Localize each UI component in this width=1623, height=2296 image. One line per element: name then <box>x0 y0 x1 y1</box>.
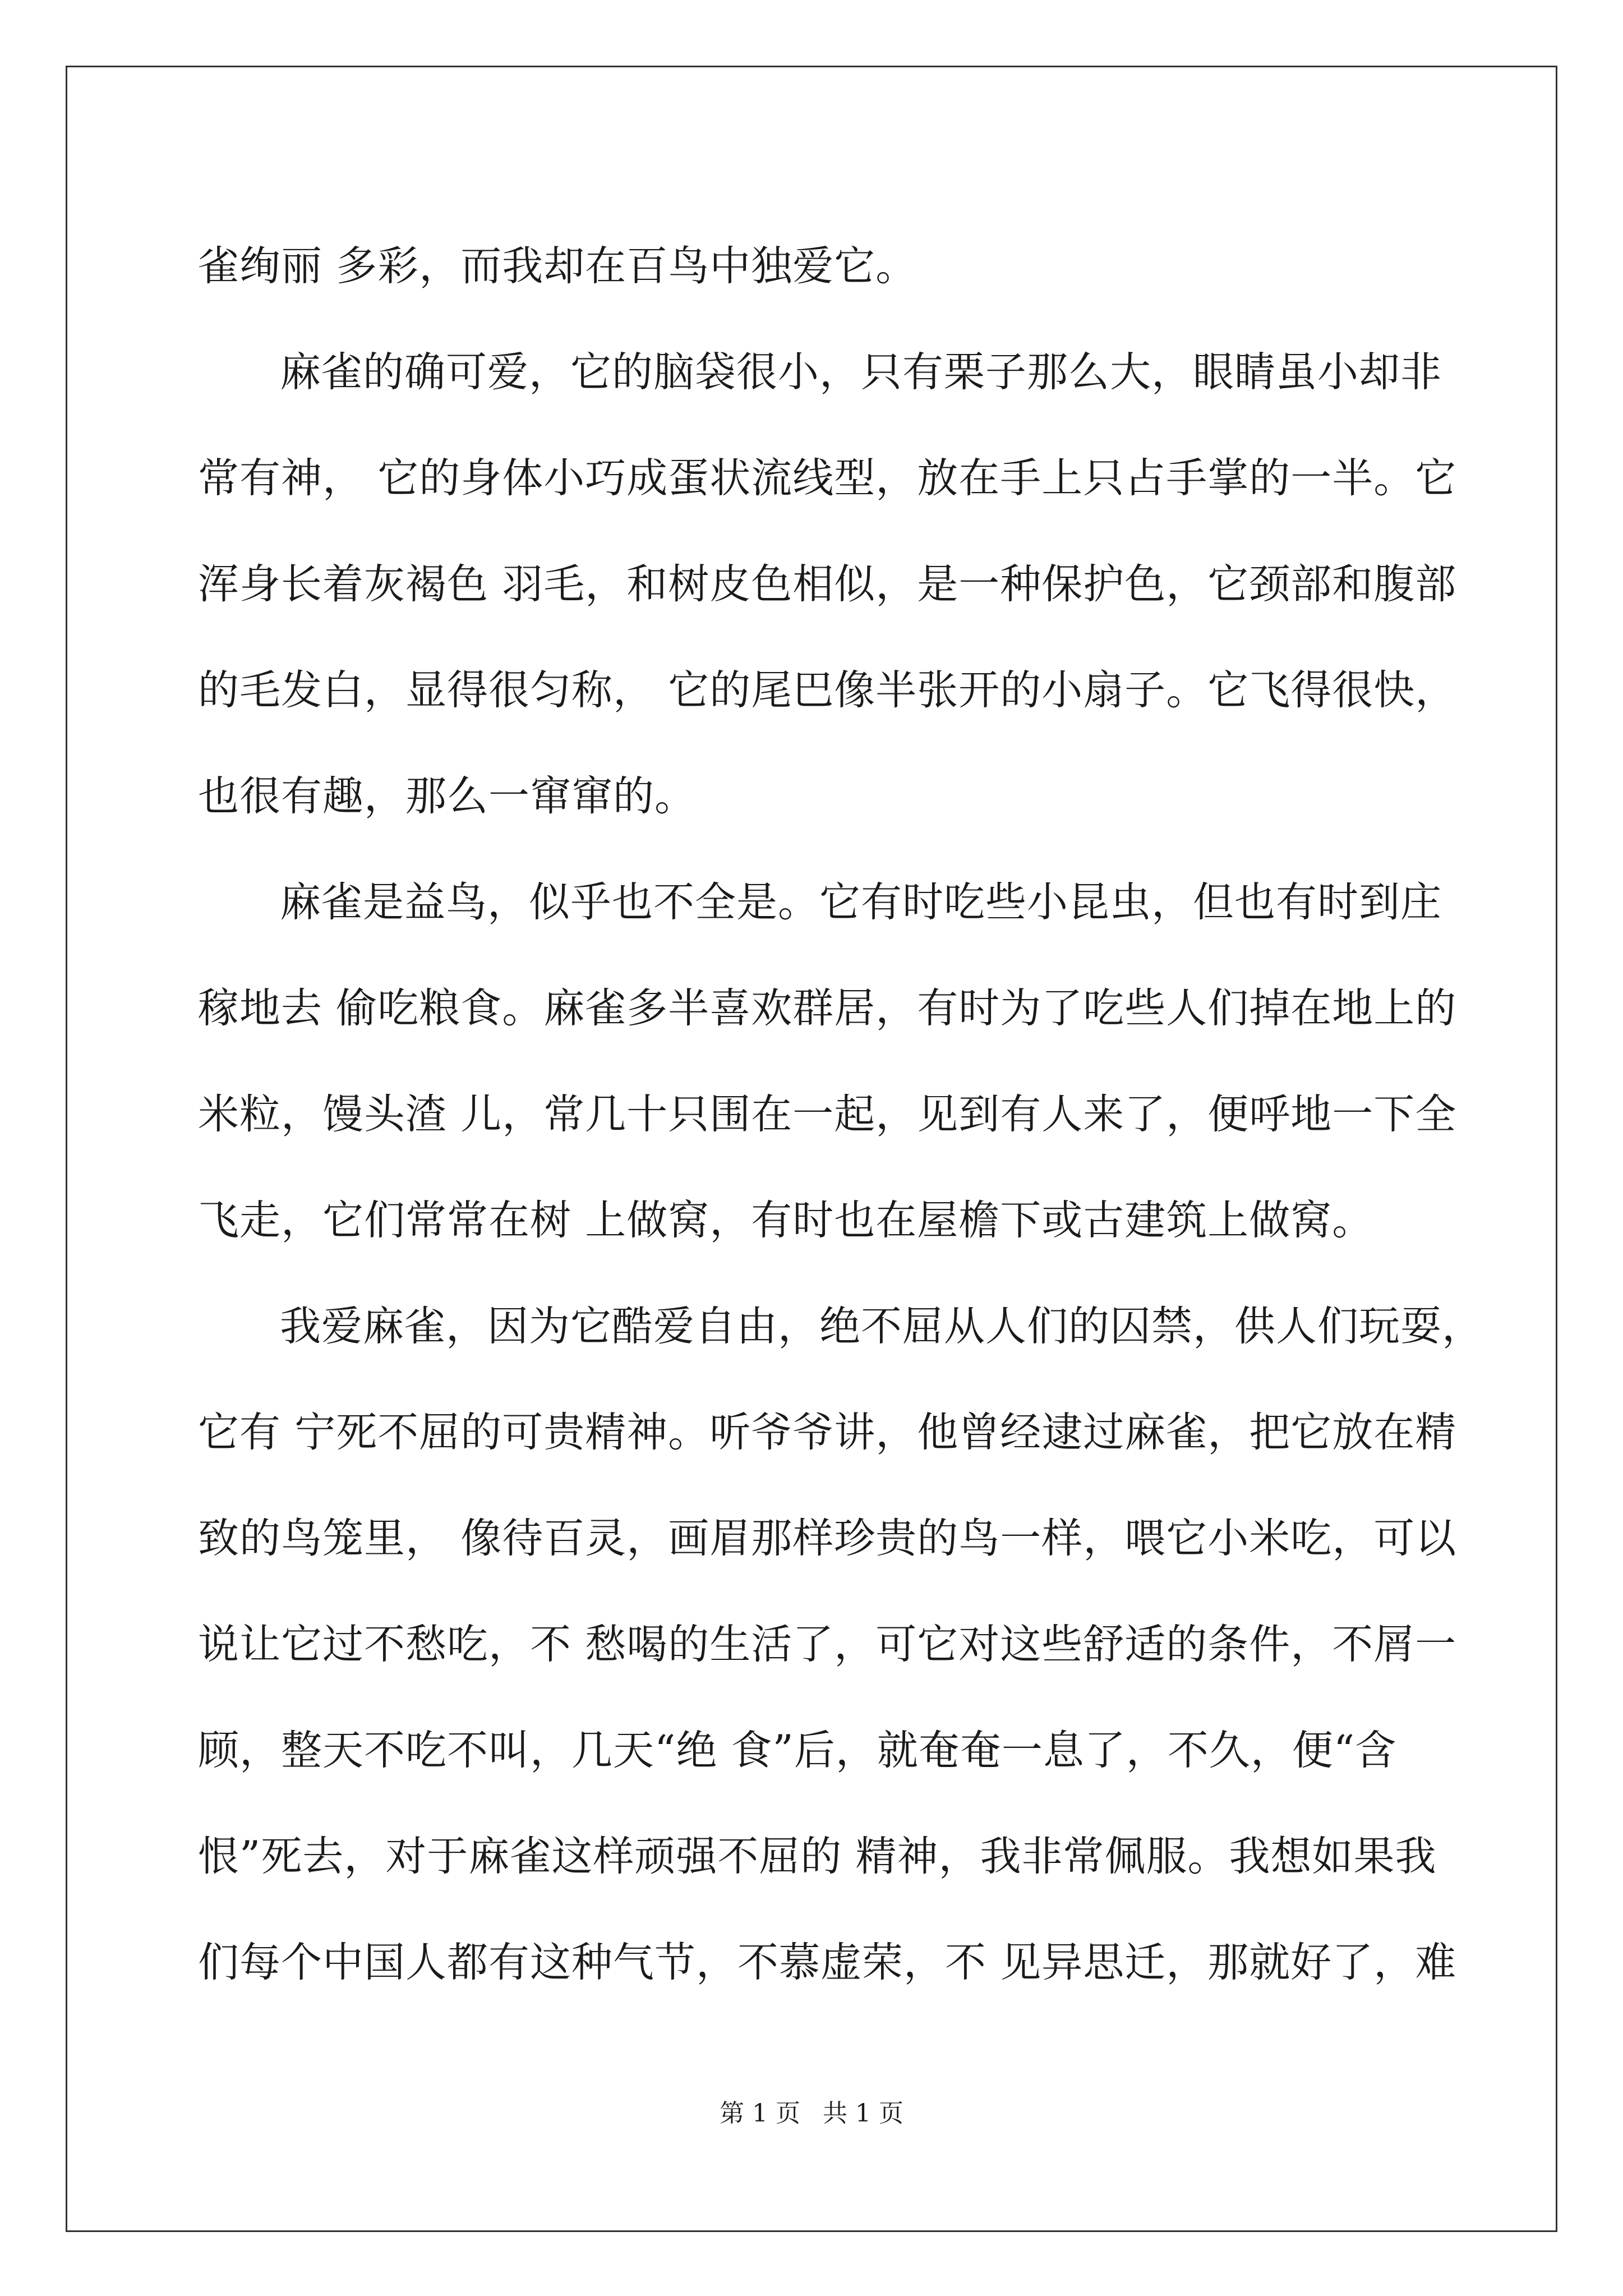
text-line: 浑身长着灰褐色 羽毛，和树皮色相似，是一种保护色，它颈部和腹部 <box>198 560 1457 608</box>
text-line: 麻雀是益鸟，似乎也不全是。它有时吃些小昆虫，但也有时到庄 <box>280 878 1442 926</box>
text-line: 雀绚丽 多彩，而我却在百鸟中独爱它。 <box>198 242 917 290</box>
text-line: 们每个中国人都有这种气节，不慕虚荣，不 见异思迁，那就好了，难 <box>198 1939 1457 1986</box>
document-body <box>198 213 1483 2016</box>
text-line: 也很有趣，那么一窜窜的。 <box>198 772 696 820</box>
text-line: 恨”死去，对于麻雀这样顽强不屈的 精神，我非常佩服。我想如果我 <box>198 1833 1437 1880</box>
text-line: 米粒，馒头渣 儿，常几十只围在一起，见到有人来了，便呼地一下全 <box>198 1091 1457 1138</box>
page-number-current: 第 1 页 <box>720 2099 800 2128</box>
text-line: 说让它过不愁吃，不 愁喝的生活了，可它对这些舒适的条件，不屑一 <box>198 1621 1457 1668</box>
text-line: 顾，整天不吃不叫，几天“绝 食”后，就奄奄一息了，不久，便“含 <box>198 1727 1397 1774</box>
text-line: 我爱麻雀，因为它酷爱自由，绝不屈从人们的囚禁，供人们玩耍， <box>280 1303 1483 1350</box>
text-line: 的毛发白，显得很匀称， 它的尾巴像半张开的小扇子。它飞得很快， <box>198 666 1457 714</box>
text-line: 它有 宁死不屈的可贵精神。听爷爷讲，他曾经逮过麻雀，把它放在精 <box>198 1409 1457 1456</box>
text-line: 稼地去 偷吃粮食。麻雀多半喜欢群居，有时为了吃些人们掉在地上的 <box>198 984 1457 1032</box>
text-line: 常有神， 它的身体小巧成蛋状流线型，放在手上只占手掌的一半。它 <box>198 454 1457 502</box>
page-number-total: 共 1 页 <box>823 2099 903 2128</box>
page-footer <box>0 2097 1623 2131</box>
text-line: 飞走，它们常常在树 上做窝，有时也在屋檐下或古建筑上做窝。 <box>198 1197 1374 1244</box>
text-line: 致的鸟笼里， 像待百灵，画眉那样珍贵的鸟一样，喂它小米吃，可以 <box>198 1515 1457 1562</box>
text-line: 麻雀的确可爱，它的脑袋很小，只有栗子那么大，眼睛虽小却非 <box>280 348 1442 396</box>
